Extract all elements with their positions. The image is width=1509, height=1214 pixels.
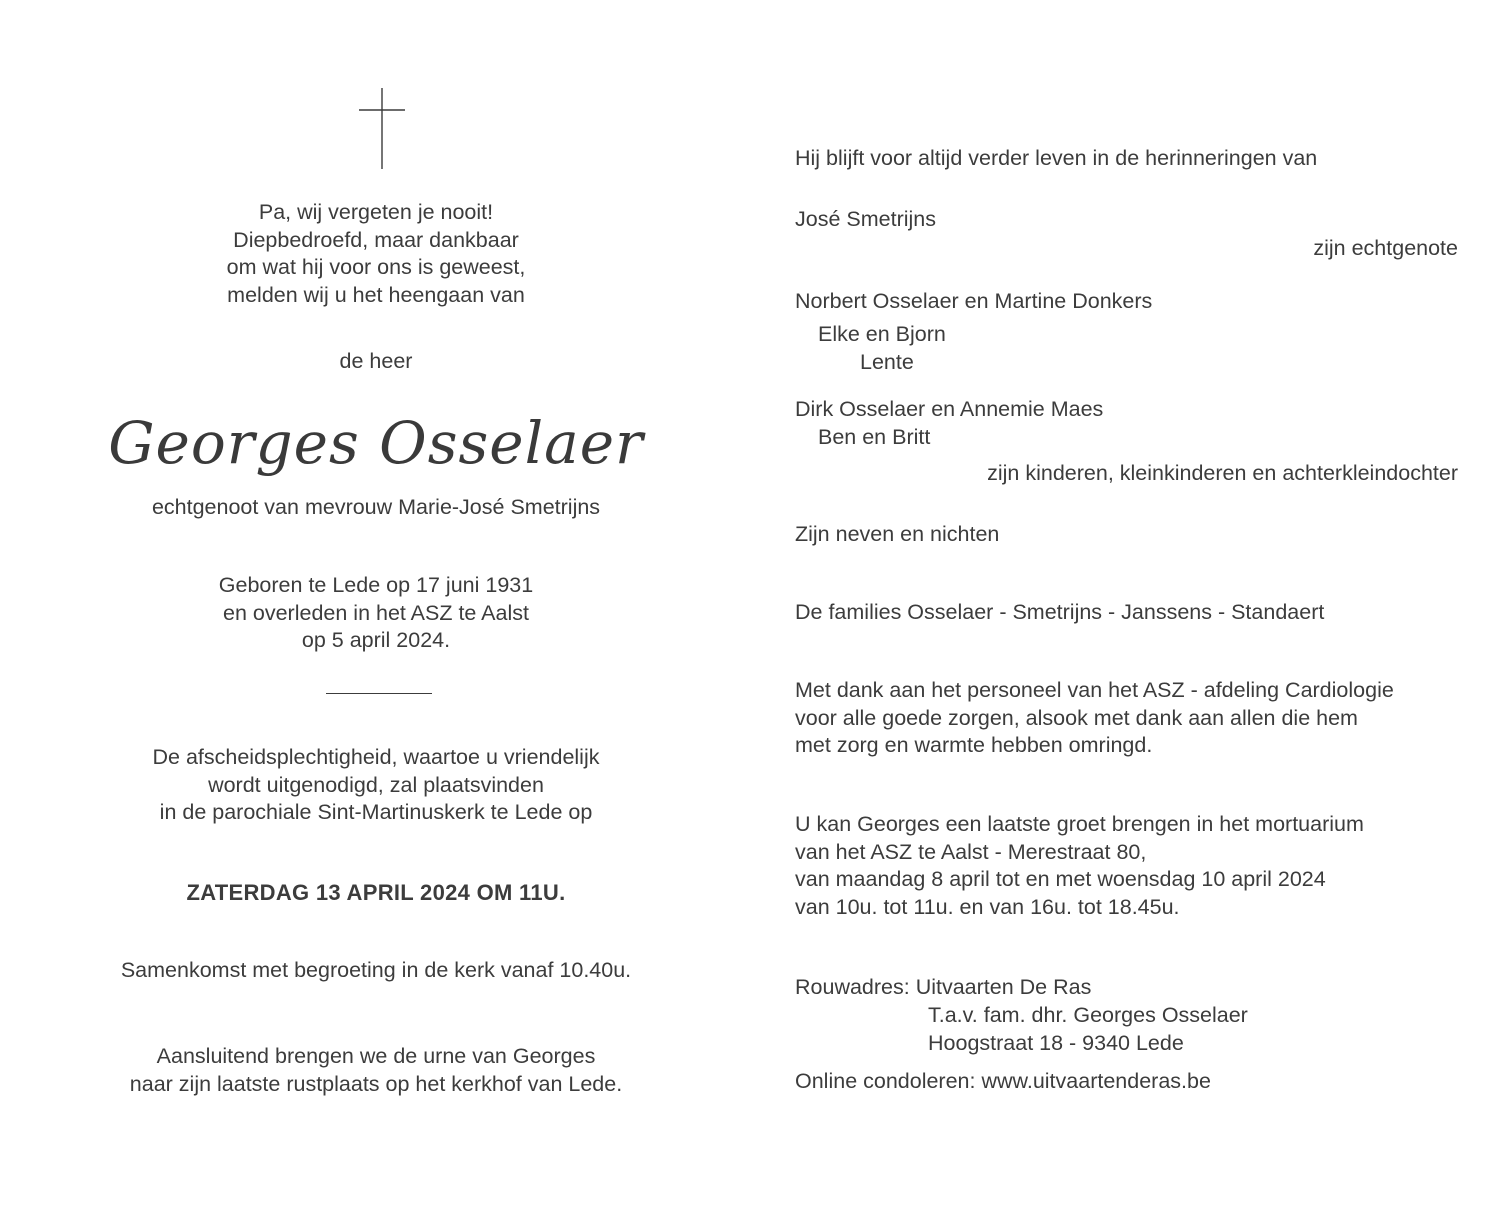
child-1: Norbert Osselaer en Martine Donkers [795,289,1153,313]
birth-line: op 5 april 2024. [301,628,451,652]
visit-text [795,811,1475,921]
intro-line: Diepbedroefd, maar dankbaar [233,227,519,252]
gathering-text: Samenkomst met begroeting in de kerk vanaf 10.40u. [120,958,632,982]
grandchild-2: Ben en Britt [818,425,931,449]
grandchild-1: Elke en Bjorn [818,322,946,346]
birth-death-text [76,572,676,655]
children-role: zijn kinderen, kleinkinderen en achterkleindochter [987,461,1458,485]
intro-line: Pa, wij vergeten je nooit! [258,200,494,224]
address-line-3: Hoogstraat 18 - 9340 Lede [928,1031,1184,1055]
burial-line: naar zijn laatste rustplaats op het kerkhof van Lede. [129,1071,623,1096]
spouse-role: zijn echtgenote [1313,236,1458,260]
families-line: De families Osselaer - Smetrijns - Janssens - Standaert [795,600,1325,624]
visit-line: U kan Georges een laatste groet brengen in het mortuarium [795,812,1364,836]
visit-line: van het ASZ te Aalst - Merestraat 80, [795,839,1147,864]
burial-line: Aansluitend brengen we de urne van Georges [156,1044,596,1068]
intro-line: melden wij u het heengaan van [227,282,525,307]
child-2: Dirk Osselaer en Annemie Maes [795,397,1104,421]
address-line-2: T.a.v. fam. dhr. Georges Osselaer [928,1003,1248,1027]
great-grandchild: Lente [860,350,914,374]
honorific: de heer [339,349,413,373]
ceremony-date: ZATERDAG 13 APRIL 2024 OM 11U. [186,880,566,905]
spouse-line: echtgenoot van mevrouw Marie-José Smetrijns [151,495,601,519]
ceremony-line: wordt uitgenodigd, zal plaatsvinden [208,772,544,797]
cross-icon [355,88,409,172]
cousins-line: Zijn neven en nichten [795,522,1000,546]
memory-line: Hij blijft voor altijd verder leven in de herinneringen van [795,146,1318,170]
deceased-name: Georges Osselaer [108,409,644,477]
thanks-text [795,677,1475,760]
thanks-line: met zorg en warmte hebben omringd. [795,733,1153,757]
intro-line: om wat hij voor ons is geweest, [226,255,526,279]
address-label: Rouwadres: Uitvaarten De Ras [795,975,1092,999]
thanks-line: Met dank aan het personeel van het ASZ - afdeling Cardiologie [795,678,1394,702]
visit-line: van maandag 8 april tot en met woensdag 10 april 2024 [795,867,1326,891]
birth-line: en overleden in het ASZ te Aalst [223,600,529,625]
burial-text [76,1043,676,1098]
online-condolences: Online condoleren: www.uitvaartenderas.be [795,1069,1211,1093]
ceremony-text [76,744,676,827]
spouse-name: José Smetrijns [795,207,936,231]
birth-line: Geboren te Lede op 17 juni 1931 [218,573,534,597]
ceremony-line: De afscheidsplechtigheid, waartoe u vriendelijk [152,745,600,769]
divider [326,693,432,694]
visit-line: van 10u. tot 11u. en van 16u. tot 18.45u. [795,894,1180,919]
thanks-line: voor alle goede zorgen, alsook met dank aan allen die hem [795,705,1358,730]
ceremony-line: in de parochiale Sint-Martinuskerk te Lede op [159,800,593,824]
intro-text [76,199,676,309]
